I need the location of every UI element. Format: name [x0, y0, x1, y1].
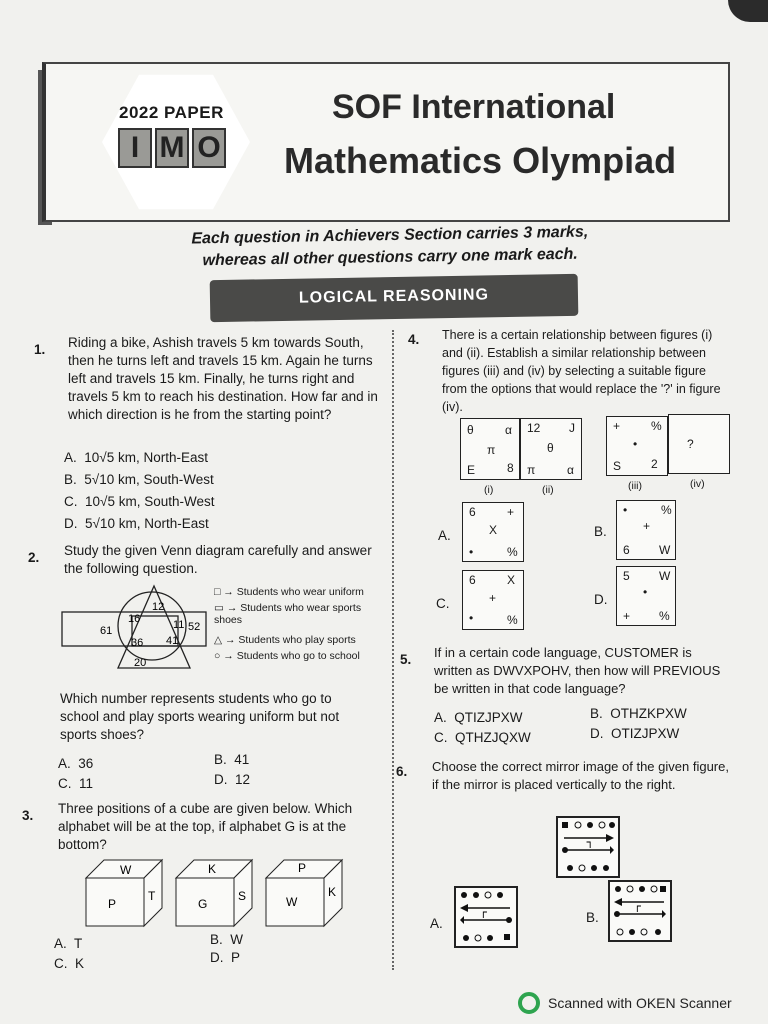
q5-option-d[interactable]: D. OTIZJPXW: [590, 726, 680, 741]
cube-face: S: [238, 889, 247, 903]
q4-option-d[interactable]: 5 W • + %: [616, 566, 676, 626]
q1-text: Riding a bike, Ashish travels 5 km towards South, then he turns left and travels 15 km. Again he turns left and travels 15 km. Finally, he turns right and travels 5 km to reach his destination. How far and in which direction is he from the starting point?: [68, 335, 378, 422]
cube-1: [86, 860, 162, 926]
cube-face: P: [108, 897, 117, 911]
venn-num: 61: [100, 625, 113, 637]
column-divider: [392, 330, 394, 970]
venn-num: 12: [152, 601, 165, 613]
q2-number: 2.: [28, 550, 40, 565]
q4-figure-ii: 12 J θ π α: [520, 418, 582, 480]
venn-num: 41: [166, 635, 179, 647]
venn-legend: [214, 586, 374, 662]
marks-note-line2: whereas all other questions carry one mark each.: [202, 245, 578, 270]
cube-face: K: [328, 885, 337, 899]
q1-number: 1.: [34, 342, 46, 357]
page-corner-shadow: [728, 0, 768, 22]
svg-text:ᒥ: ᒥ: [482, 910, 488, 920]
venn-num: 52: [188, 621, 201, 633]
title-line2: Mathematics Olympiad: [284, 140, 677, 181]
q4-option-c-label: C.: [436, 596, 450, 611]
cube-face: G: [198, 897, 208, 911]
q6-option-a-label: A.: [430, 916, 443, 931]
q5-text: If in a certain code language, CUSTOMER is written as DWVXPOHV, then how will PREVIOUS be written in that code language?: [434, 645, 721, 696]
legend-item: △ → Students who play sports: [214, 634, 356, 646]
q2-option-a[interactable]: A. 36: [58, 756, 94, 771]
q3-option-b[interactable]: B. W: [210, 932, 244, 947]
q3-text: Three positions of a cube are given below. Which alphabet will be at the top, if alphabet G is at the bottom?: [58, 801, 353, 852]
venn-num: 20: [134, 657, 147, 669]
q4-option-d-label: D.: [594, 592, 608, 607]
q3-option-c[interactable]: C. K: [54, 956, 85, 971]
svg-text:ᒥ: ᒥ: [636, 904, 642, 914]
q4-number: 4.: [408, 332, 420, 347]
cube-figures: [84, 856, 354, 928]
scanner-watermark: [518, 992, 732, 1014]
q1-option-a[interactable]: A. 10√5 km, North-East: [64, 450, 208, 465]
logo-letter: O: [192, 128, 226, 168]
q3-option-d[interactable]: D. P: [210, 950, 241, 965]
legend-item: □ → Students who wear uniform: [214, 586, 364, 598]
q4-figure-iii: + % • S 2: [606, 416, 668, 476]
cube-2: [176, 860, 252, 926]
title-line1: SOF International: [332, 88, 616, 126]
q4-figure-iv: ?: [668, 414, 730, 474]
q4-text: There is a certain relationship between figures (i) and (ii). Establish a similar relationship between figures (iii) and (iv) by selecting a suitable figure from the options that would replace the '?' in figure (iv).: [442, 328, 721, 414]
venn-diagram: [60, 582, 210, 674]
scanner-text: Scanned with OKEN Scanner: [548, 995, 732, 1011]
svg-text:ᒣ: ᒣ: [586, 840, 592, 850]
paper-year: 2022 PAPER: [119, 103, 224, 122]
q6-text: Choose the correct mirror image of the given figure, if the mirror is placed vertically to the right.: [432, 759, 729, 792]
q3-option-a[interactable]: A. T: [54, 936, 83, 951]
q1-option-b[interactable]: B. 5√10 km, South-West: [64, 472, 214, 487]
q3-number: 3.: [22, 808, 34, 823]
fig-label: (iii): [628, 480, 642, 492]
cube-face: W: [286, 895, 298, 909]
q6-option-a[interactable]: [454, 886, 518, 948]
q2-option-c[interactable]: C. 11: [58, 776, 94, 791]
q6-option-b[interactable]: [608, 880, 672, 942]
fig-label: (ii): [542, 484, 554, 496]
legend-item: ▭ → Students who wear sports shoes: [214, 602, 362, 626]
q6-number: 6.: [396, 764, 408, 779]
marks-note-line1: Each question in Achievers Section carries 3 marks,: [191, 223, 589, 248]
q6-option-b-label: B.: [586, 910, 599, 925]
section-title: LOGICAL REASONING: [210, 274, 579, 322]
cube-face: P: [298, 861, 307, 875]
fig-label: (i): [484, 484, 494, 496]
marks-note: [130, 220, 651, 273]
q4-figure-i: θ α π E 8: [460, 418, 520, 480]
fig-label: (iv): [690, 478, 705, 490]
q2-question: Which number represents students who go to school and play sports wearing uniform but not sports shoes?: [60, 691, 340, 742]
legend-item: ○ → Students who go to school: [214, 650, 360, 662]
imo-logo: [118, 128, 226, 168]
scanner-logo-icon: [518, 992, 540, 1014]
q5-option-a[interactable]: A. QTIZJPXW: [434, 710, 523, 725]
q5-option-b[interactable]: B. OTHZKPXW: [590, 706, 687, 721]
q4-option-b-label: B.: [594, 524, 607, 539]
q6-given-figure: [556, 816, 620, 878]
cube-3: [266, 860, 342, 926]
q1-option-c[interactable]: C. 10√5 km, South-West: [64, 494, 215, 509]
venn-num: 16: [128, 613, 141, 625]
q2-option-b[interactable]: B. 41: [214, 752, 250, 767]
q4-option-a-label: A.: [438, 528, 451, 543]
venn-num: 36: [131, 637, 144, 649]
q1-option-d[interactable]: D. 5√10 km, North-East: [64, 516, 209, 531]
logo-letter: I: [118, 128, 152, 168]
q4-option-b[interactable]: • % + 6 W: [616, 500, 676, 560]
q2-option-d[interactable]: D. 12: [214, 772, 251, 787]
logo-letter: M: [155, 128, 189, 168]
cube-face: T: [148, 889, 156, 903]
q5-option-c[interactable]: C. QTHZJQXW: [434, 730, 531, 745]
q5-number: 5.: [400, 652, 412, 667]
q2-text: Study the given Venn diagram carefully and answer the following question.: [64, 543, 372, 576]
q4-option-a[interactable]: 6 + X • %: [462, 502, 524, 562]
cube-face: K: [208, 862, 217, 876]
q4-option-c[interactable]: 6 X + • %: [462, 570, 524, 630]
cube-face: W: [120, 863, 132, 877]
venn-num: 11: [173, 619, 185, 631]
